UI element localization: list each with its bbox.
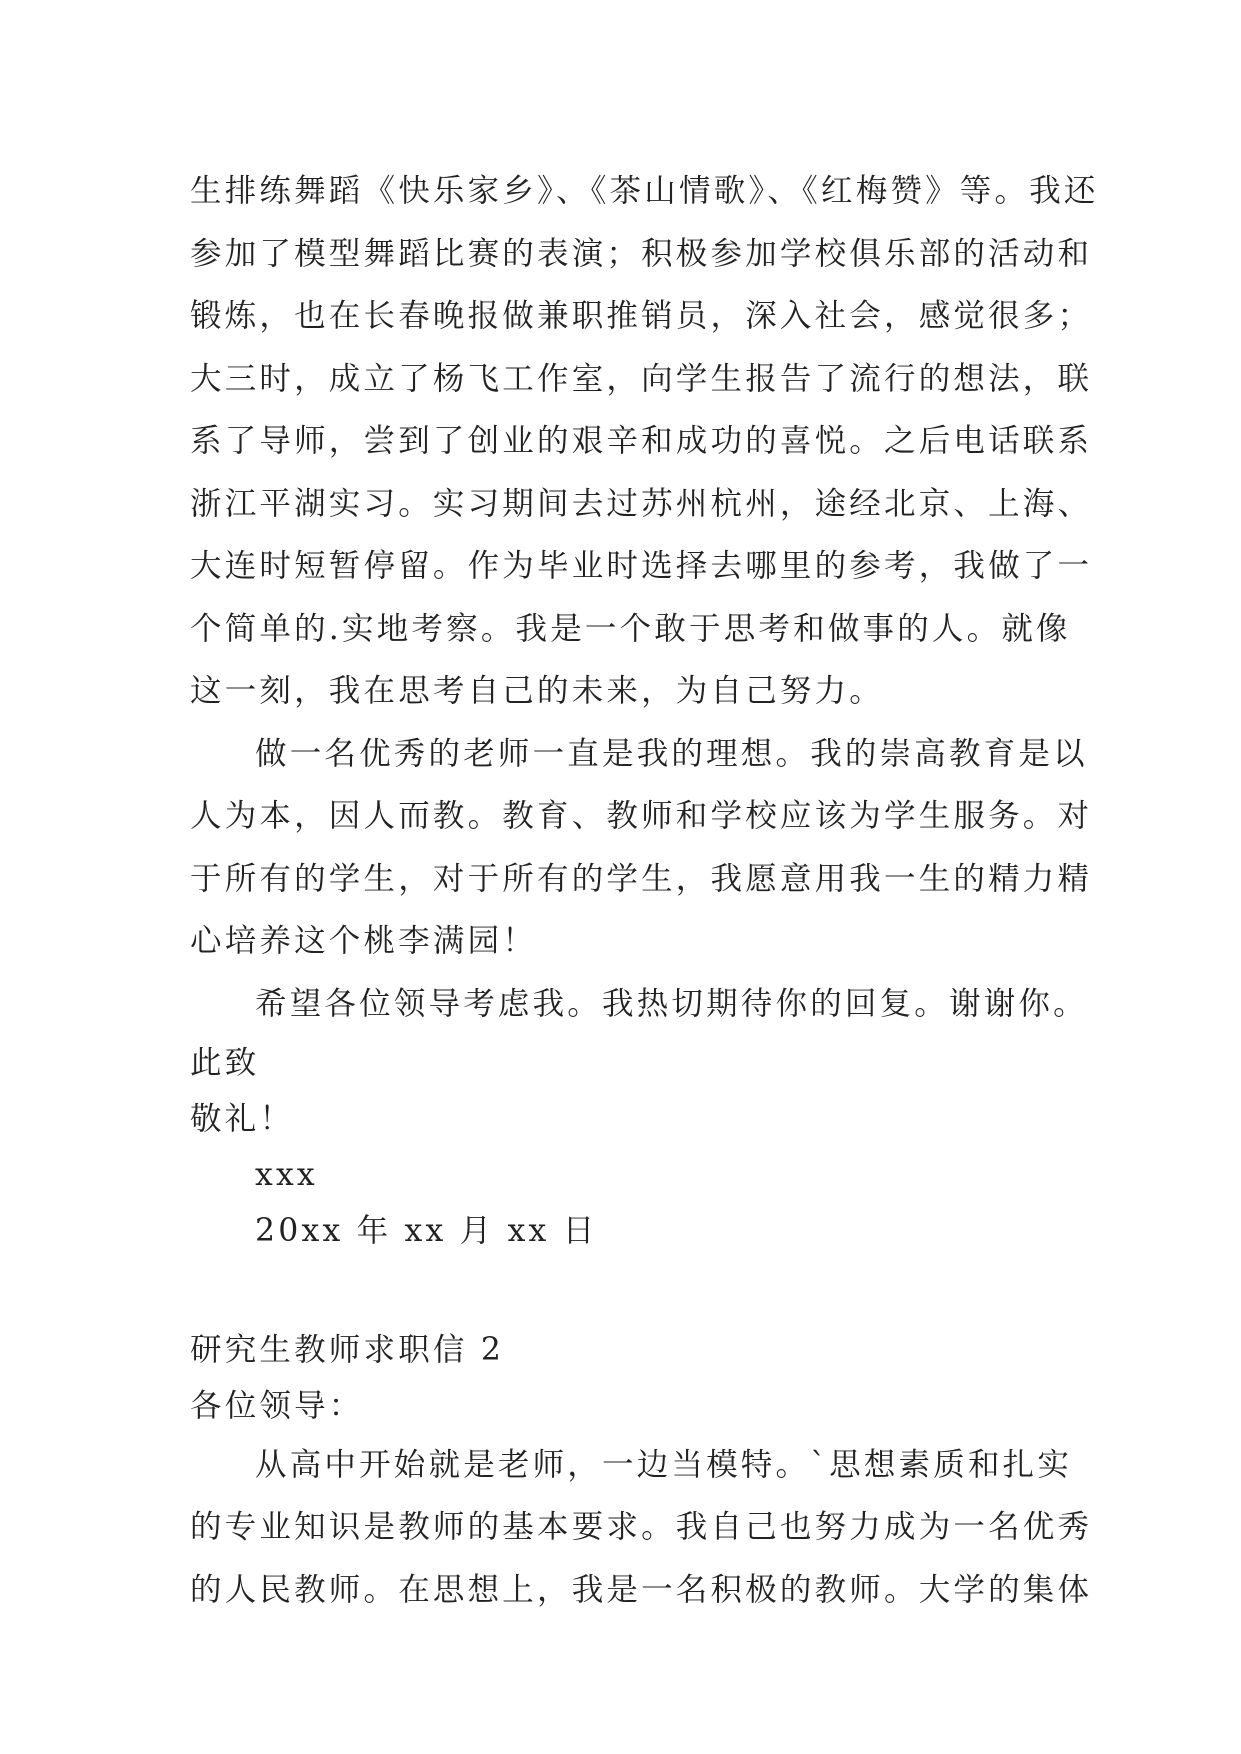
text-line: 个简单的.实地考察。我是一个敢于思考和做事的人。就像 [190, 610, 1071, 647]
text-line: 从高中开始就是老师，一边当模特。`思想素质和扎实 [255, 1446, 1073, 1483]
section-title: 研究生教师求职信 2 [190, 1331, 505, 1368]
text-line: 的专业知识是教师的基本要求。我自己也努力成为一名优秀 [190, 1509, 1093, 1545]
signature: xxx [255, 1157, 318, 1193]
text-line: 人为本，因人而教。教育、教师和学校应该为学生服务。对 [190, 798, 1093, 834]
text-line: 于所有的学生，对于所有的学生，我愿意用我一生的精力精 [190, 860, 1093, 897]
letter-date: 20xx 年 xx 月 xx 日 [255, 1213, 598, 1249]
document-body [190, 160, 1099, 1621]
text-line: 参加了模型舞蹈比赛的表演；积极参加学校俱乐部的活动和 [190, 235, 1093, 272]
letter2-paragraph-1 [190, 1434, 1093, 1622]
letter1-paragraph-2 [190, 723, 1093, 973]
text-line: 这一刻，我在思考自己的未来，为自己努力。 [190, 673, 885, 709]
text-line: 大连时短暂停留。作为毕业时选择去哪里的参考，我做了一 [190, 548, 1093, 584]
letter2-greeting: 各位领导： [190, 1387, 364, 1424]
letter1-paragraph-1 [190, 160, 1099, 723]
text-line: 大三时，成立了杨飞工作室，向学生报告了流行的想法，联 [190, 360, 1093, 397]
text-line: 的人民教师。在思想上，我是一名积极的教师。大学的集体 [190, 1571, 1093, 1608]
salutation-jingli: 敬礼！ [190, 1101, 295, 1137]
section-spacer [190, 1259, 1070, 1322]
closing-wish: 希望各位领导考虑我。我热切期待你的回复。谢谢你。 [255, 985, 1088, 1022]
text-line: 浙江平湖实习。实习期间去过苏州杭州，途经北京、上海、 [190, 485, 1093, 522]
salutation-cizhi: 此致 [190, 1045, 260, 1081]
text-line: 做一名优秀的老师一直是我的理想。我的崇高教育是以 [255, 735, 1088, 772]
text-line: 系了导师，尝到了创业的艰辛和成功的喜悦。之后电话联系 [190, 423, 1093, 459]
text-line: 心培养这个桃李满园！ [190, 923, 538, 959]
text-line: 锻炼，也在长春晚报做兼职推销员，深入社会，感觉很多； [190, 298, 1093, 334]
text-line: 生排练舞蹈《快乐家乡》、《茶山情歌》、《红梅赞》等。我还 [190, 173, 1099, 209]
